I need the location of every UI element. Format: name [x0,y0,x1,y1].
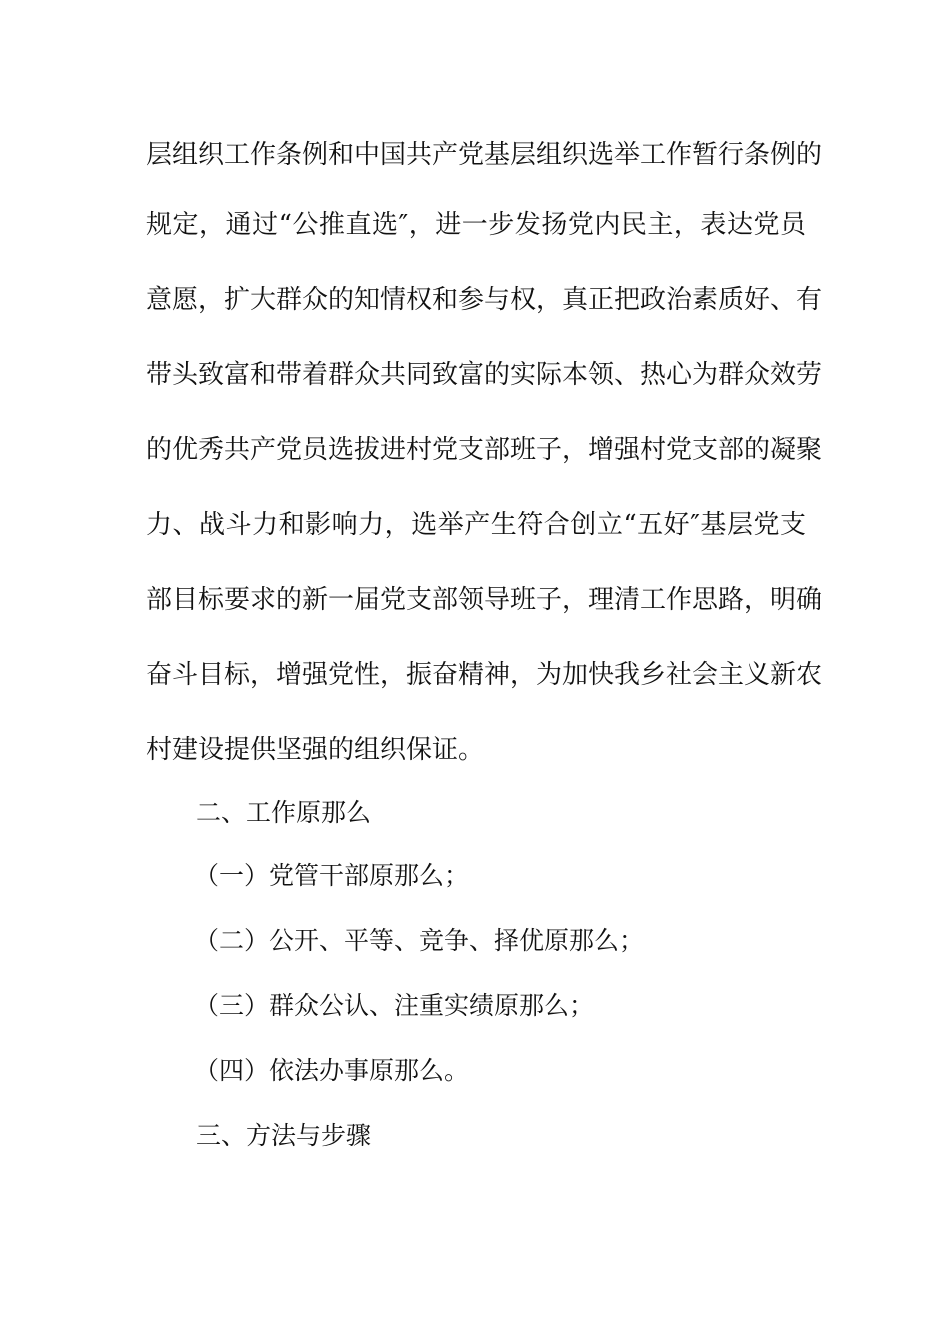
paragraph-line-4: 带头致富和带着群众共同致富的实际本领、热心为群众效劳 [146,360,823,390]
principle-item-4: （四）依法办事原那么。 [194,1056,470,1085]
principle-item-2: （二）公开、平等、竞争、择优原那么； [194,926,645,955]
paragraph-line-3: 意愿，扩大群众的知情权和参与权，真正把政治素质好、有 [146,285,823,315]
paragraph-line-7: 部目标要求的新一届党支部领导班子，理清工作思路，明确 [146,585,823,615]
section-3-heading: 三、方法与步骤 [196,1121,372,1150]
paragraph-line-5: 的优秀共产党员选拔进村党支部班子，增强村党支部的凝聚 [146,435,823,465]
paragraph-line-6: 力、战斗力和影响力，选举产生符合创立“五好″基层党支 [146,510,806,540]
paragraph-line-2: 规定，通过“公推直选″，进一步发扬党内民主，表达党员 [146,210,806,240]
paragraph-line-8: 奋斗目标，增强党性，振奋精神，为加快我乡社会主义新农 [146,660,823,690]
paragraph-line-9: 村建设提供坚强的组织保证。 [146,735,485,765]
principle-item-3: （三）群众公认、注重实绩原那么； [194,991,595,1020]
paragraph-line-1: 层组织工作条例和中国共产党基层组织选举工作暂行条例的 [146,140,823,170]
section-2-heading: 二、工作原那么 [196,798,372,827]
principle-item-1: （一）党管干部原那么； [194,861,470,890]
